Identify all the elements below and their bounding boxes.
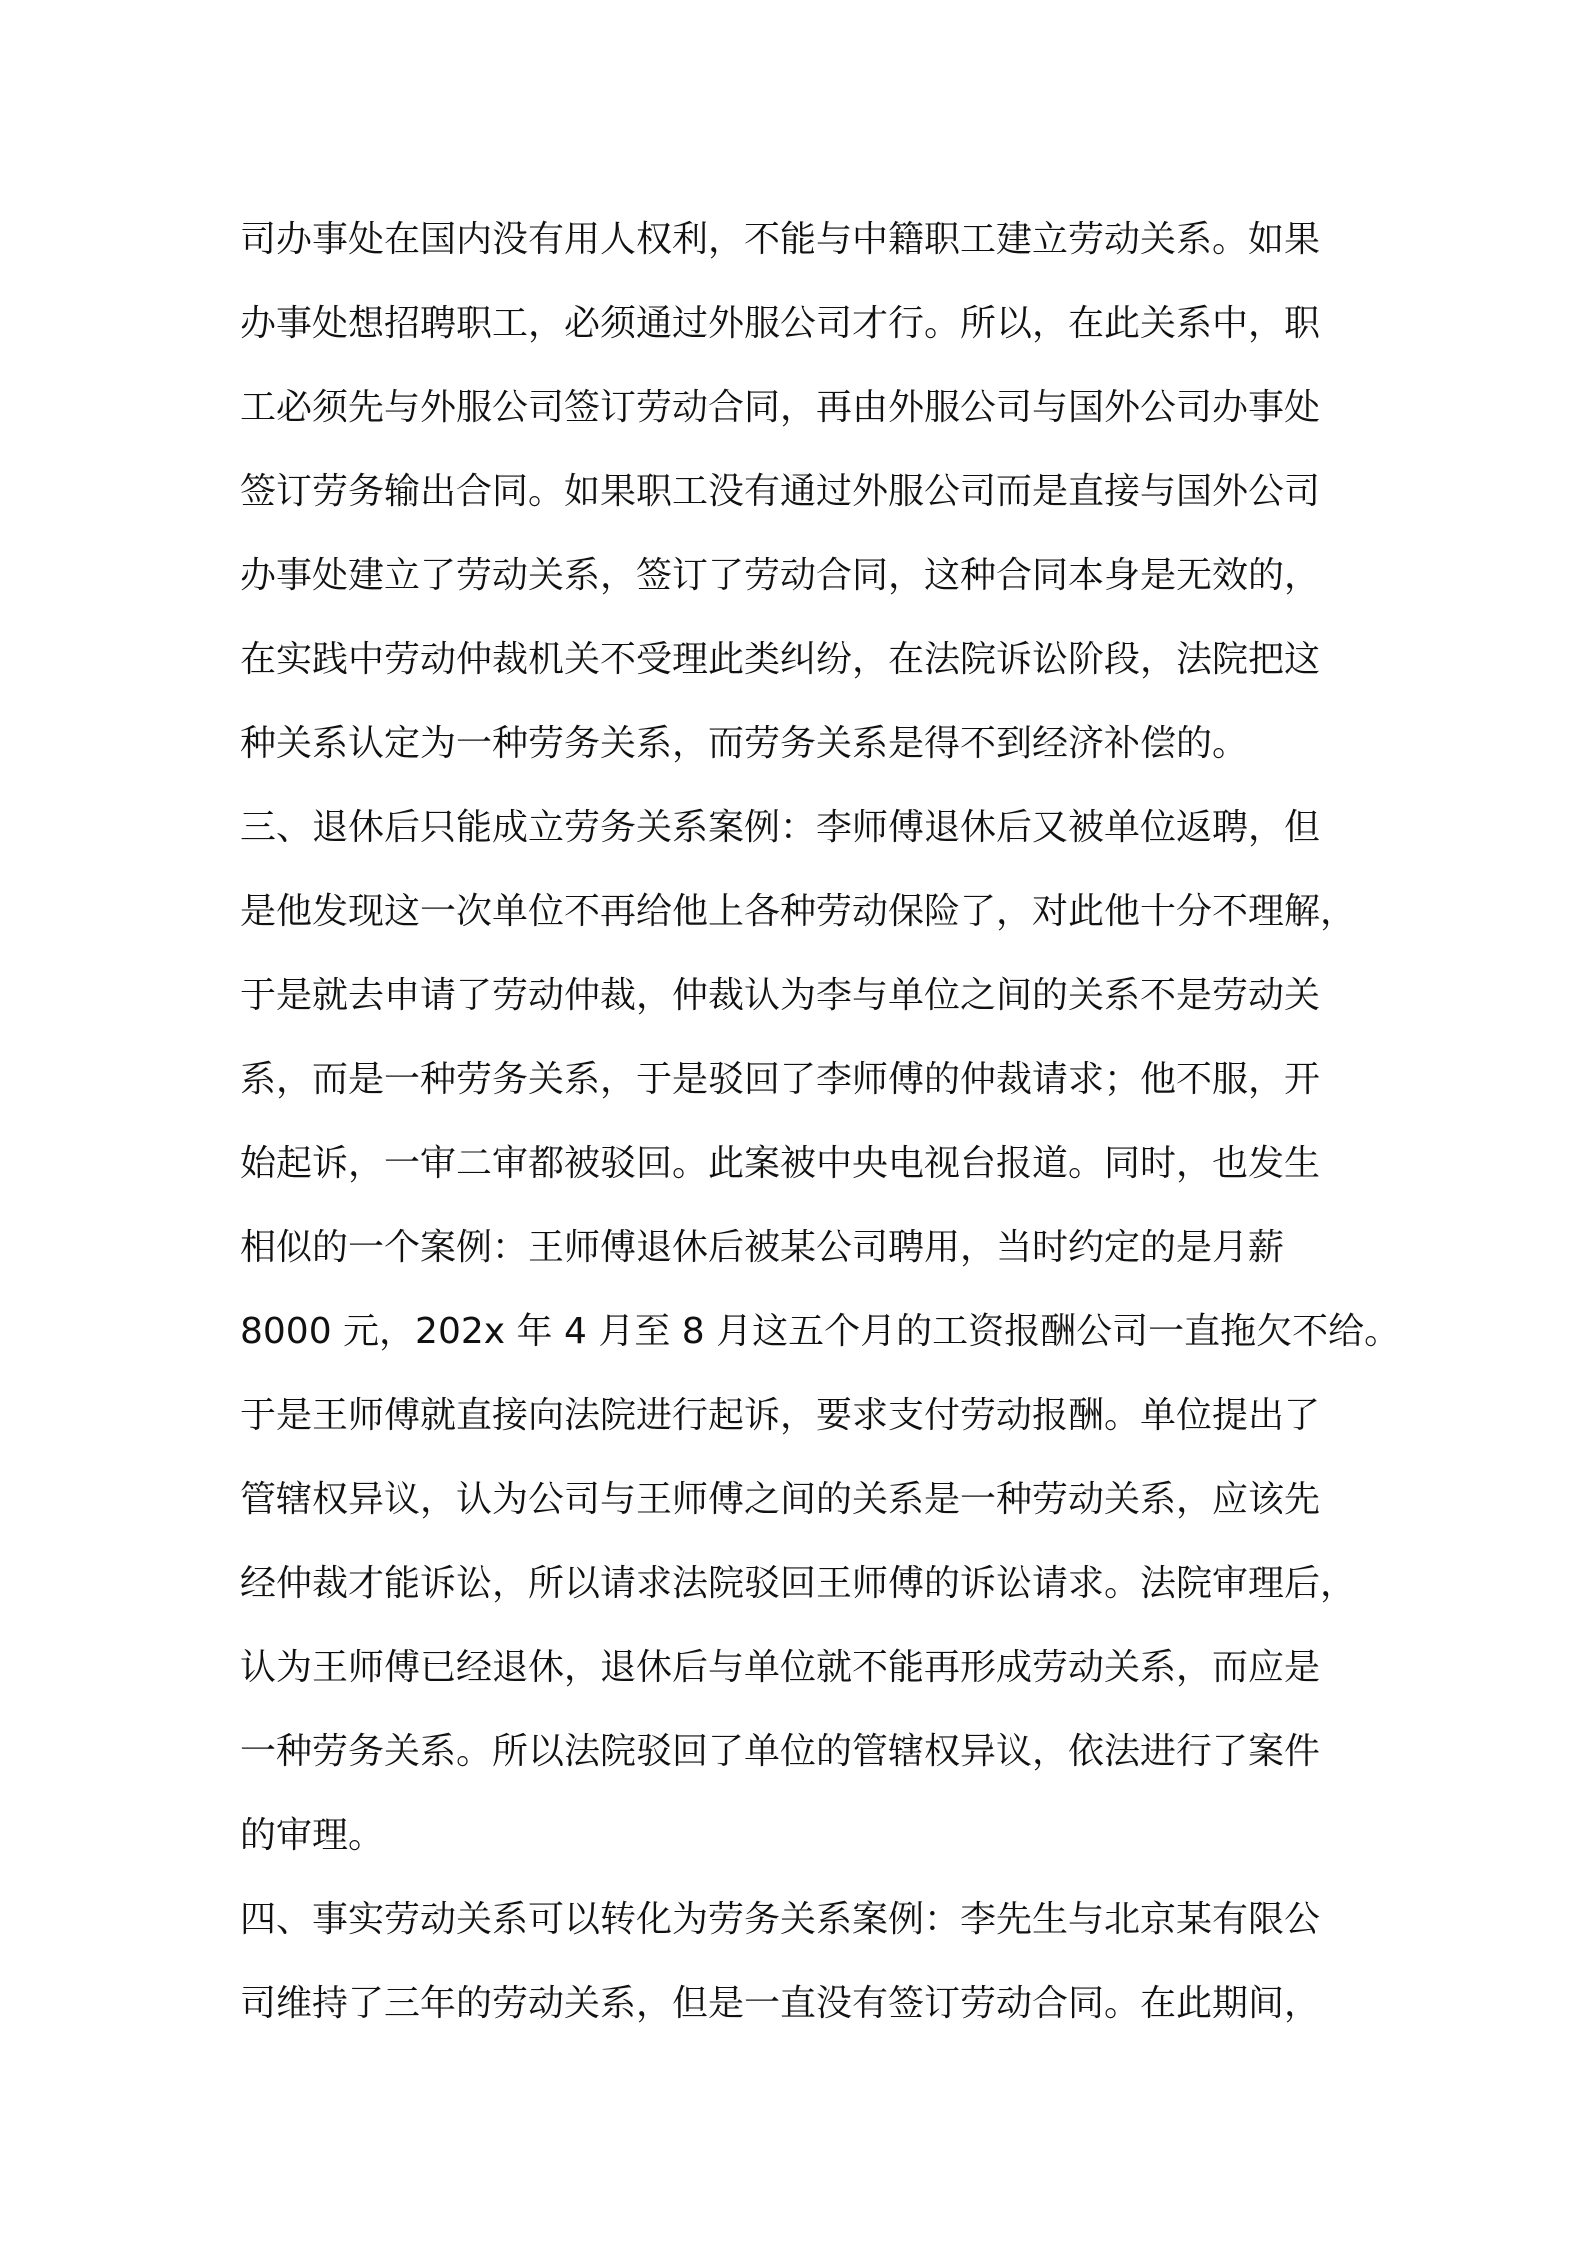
- body-text: [240, 198, 1401, 2046]
- text-line: 一种劳务关系。所以法院驳回了单位的管辖权异议，依法进行了案件: [240, 1731, 1321, 1772]
- text-line: 办事处建立了劳动关系，签订了劳动合同，这种合同本身是无效的，: [240, 555, 1321, 596]
- text-line: 是他发现这一次单位不再给他上各种劳动保险了，对此他十分不理解，: [240, 891, 1357, 932]
- text-line: 经仲裁才能诉讼，所以请求法院驳回王师傅的诉讼请求。法院审理后，: [240, 1563, 1357, 1604]
- text-line: 于是就去申请了劳动仲裁，仲裁认为李与单位之间的关系不是劳动关: [240, 975, 1321, 1016]
- text-line: 于是王师傅就直接向法院进行起诉，要求支付劳动报酬。单位提出了: [240, 1395, 1321, 1436]
- section-heading-line: 四、事实劳动关系可以转化为劳务关系案例：李先生与北京某有限公: [240, 1899, 1321, 1940]
- text-line: 始起诉，一审二审都被驳回。此案被中央电视台报道。同时，也发生: [240, 1143, 1321, 1184]
- text-line: 系，而是一种劳务关系，于是驳回了李师傅的仲裁请求；他不服，开: [240, 1059, 1321, 1100]
- text-line: 相似的一个案例：王师傅退休后被某公司聘用，当时约定的是月薪: [240, 1227, 1285, 1268]
- text-line: 办事处想招聘职工，必须通过外服公司才行。所以，在此关系中，职: [240, 303, 1321, 344]
- text-line: 认为王师傅已经退休，退休后与单位就不能再形成劳动关系，而应是: [240, 1647, 1321, 1688]
- text-line: 工必须先与外服公司签订劳动合同，再由外服公司与国外公司办事处: [240, 387, 1321, 428]
- text-line: 司办事处在国内没有用人权利，不能与中籍职工建立劳动关系。如果: [240, 219, 1321, 260]
- text-line: 在实践中劳动仲裁机关不受理此类纠纷，在法院诉讼阶段，法院把这: [240, 639, 1321, 680]
- text-line: 8000 元，202x 年 4 月至 8 月这五个月的工资报酬公司一直拖欠不给。: [240, 1311, 1401, 1352]
- text-line: 的审理。: [240, 1815, 385, 1856]
- text-line: 签订劳务输出合同。如果职工没有通过外服公司而是直接与国外公司: [240, 471, 1321, 512]
- text-line: 种关系认定为一种劳务关系，而劳务关系是得不到经济补偿的。: [240, 723, 1249, 764]
- text-line: 司维持了三年的劳动关系，但是一直没有签订劳动合同。在此期间，: [240, 1983, 1321, 2024]
- section-heading-line: 三、退休后只能成立劳务关系案例：李师傅退休后又被单位返聘，但: [240, 807, 1321, 848]
- text-line: 管辖权异议，认为公司与王师傅之间的关系是一种劳动关系，应该先: [240, 1479, 1321, 1520]
